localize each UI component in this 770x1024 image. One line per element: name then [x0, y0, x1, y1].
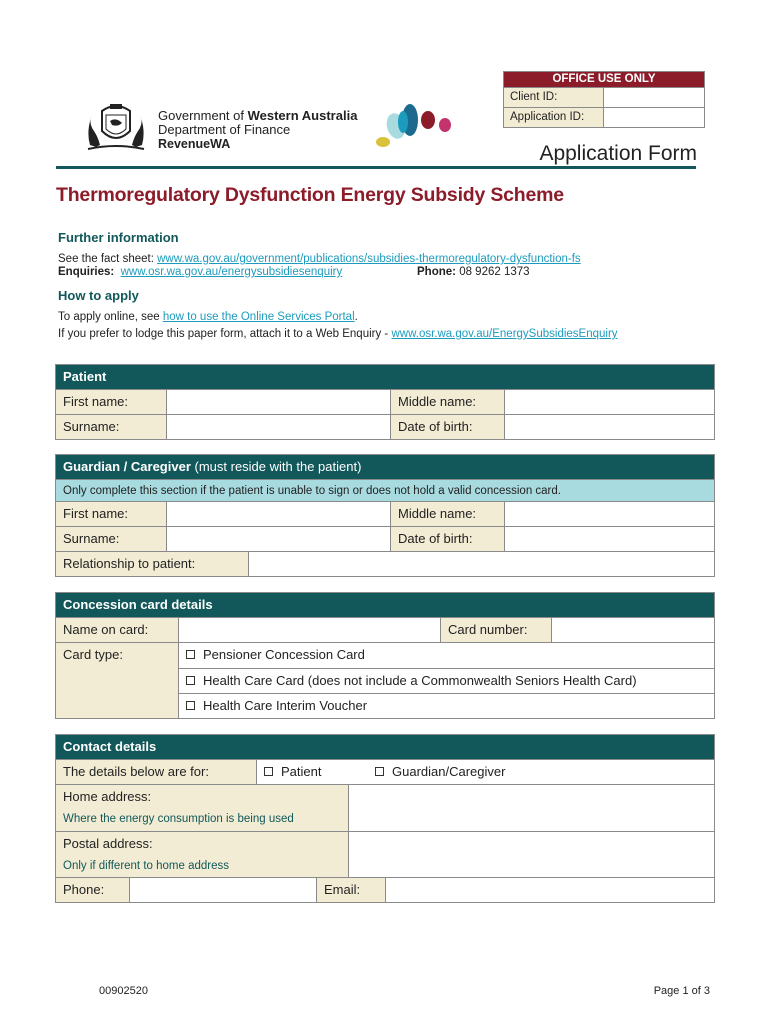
office-use-title: OFFICE USE ONLY — [504, 72, 704, 87]
enquiries-line — [58, 266, 342, 278]
paper-form-line — [58, 328, 618, 340]
further-info-heading: Further information — [58, 230, 179, 245]
apply-online-line — [58, 311, 358, 323]
office-use-box — [503, 71, 705, 128]
header-divider — [56, 166, 696, 169]
guardian-surname-label: Surname: — [56, 527, 166, 551]
client-id-field — [604, 88, 704, 107]
enquiries-link[interactable]: www.osr.wa.gov.au/energysubsidiesenquiry — [120, 266, 343, 278]
application-id-field — [604, 108, 704, 127]
card-option-health-care-label: Health Care Card (does not include a Commonwealth Seniors Health Card) — [203, 673, 637, 688]
paper-form-prefix: If you prefer to lodge this paper form, attach it to a Web Enquiry - — [58, 328, 392, 340]
email-field[interactable] — [385, 878, 714, 902]
page-title: Thermoregulatory Dysfunction Energy Subsidy Scheme — [56, 184, 564, 206]
patient-middle-name-label: Middle name: — [390, 390, 504, 414]
web-enquiry-link[interactable]: www.osr.wa.gov.au/EnergySubsidiesEnquiry — [391, 328, 618, 340]
name-on-card-label: Name on card: — [56, 618, 178, 642]
wa-crest-icon — [84, 101, 148, 153]
patient-header: Patient — [56, 365, 714, 389]
checkbox-icon[interactable] — [186, 650, 195, 659]
guardian-header — [56, 455, 714, 479]
details-for-label: The details below are for: — [56, 760, 256, 784]
government-logo-text — [158, 109, 357, 151]
application-id-label: Application ID: — [504, 108, 604, 127]
online-portal-link[interactable]: how to use the Online Services Portal — [162, 311, 355, 323]
email-label: Email: — [316, 878, 385, 902]
page-number: Page 1 of 3 — [653, 985, 710, 997]
guardian-first-name-field[interactable] — [166, 502, 390, 526]
apply-online-suffix: . — [354, 311, 358, 323]
home-address-label-cell — [56, 785, 348, 831]
card-number-field[interactable] — [551, 618, 714, 642]
guardian-dob-field[interactable] — [504, 527, 714, 551]
guardian-middle-name-label: Middle name: — [390, 502, 504, 526]
guardian-instruction: Only complete this section if the patient is unable to sign or does not hold a valid concession card. — [56, 479, 714, 501]
enquiries-phone-label: Phone: — [417, 266, 456, 278]
contact-header: Contact details — [56, 735, 714, 759]
card-type-label: Card type: — [56, 643, 178, 718]
checkbox-icon[interactable] — [375, 767, 384, 776]
postal-address-hint: Only if different to home address — [63, 860, 229, 872]
enquiries-phone-value: 08 9262 1373 — [459, 266, 530, 278]
logo-line1-bold: Western Australia — [247, 108, 358, 123]
patient-section — [55, 364, 715, 440]
guardian-section — [55, 454, 715, 577]
relationship-label: Relationship to patient: — [56, 552, 248, 576]
checkbox-icon[interactable] — [264, 767, 273, 776]
card-number-label: Card number: — [440, 618, 551, 642]
concession-section — [55, 592, 715, 719]
postal-address-label-cell — [56, 832, 348, 877]
fact-sheet-link[interactable]: www.wa.gov.au/government/publications/subsidies-thermoregulatory-dysfunction-fs — [157, 253, 581, 265]
relationship-field[interactable] — [248, 552, 714, 576]
card-option-health-care[interactable] — [179, 668, 714, 693]
guardian-header-bold: Guardian / Caregiver — [63, 459, 191, 474]
guardian-middle-name-field[interactable] — [504, 502, 714, 526]
phone-label: Phone: — [56, 878, 129, 902]
postal-address-field[interactable] — [348, 832, 714, 877]
patient-first-name-label: First name: — [56, 390, 166, 414]
patient-surname-label: Surname: — [56, 415, 166, 439]
details-for-patient-option[interactable] — [256, 760, 368, 784]
details-for-guardian-option[interactable] — [368, 760, 714, 784]
patient-dob-field[interactable] — [504, 415, 714, 439]
card-option-pensioner[interactable] — [179, 643, 714, 668]
how-to-apply-heading: How to apply — [58, 288, 139, 303]
guardian-dob-label: Date of birth: — [390, 527, 504, 551]
form-code: 00902520 — [99, 985, 148, 997]
guardian-header-note: (must reside with the patient) — [190, 459, 362, 474]
home-address-label: Home address: — [63, 789, 152, 804]
home-address-field[interactable] — [348, 785, 714, 831]
patient-surname-field[interactable] — [166, 415, 390, 439]
card-option-interim-voucher[interactable] — [179, 693, 714, 718]
logo-department: Department of Finance — [158, 122, 291, 137]
guardian-surname-field[interactable] — [166, 527, 390, 551]
fact-sheet-prefix: See the fact sheet: — [58, 253, 158, 265]
patient-first-name-field[interactable] — [166, 390, 390, 414]
fact-sheet-line — [58, 253, 581, 265]
client-id-label: Client ID: — [504, 88, 604, 107]
logo-line1-prefix: Government of — [158, 108, 248, 123]
patient-dob-label: Date of birth: — [390, 415, 504, 439]
name-on-card-field[interactable] — [178, 618, 440, 642]
decorative-blobs-icon — [372, 100, 456, 152]
card-option-pensioner-label: Pensioner Concession Card — [203, 647, 365, 662]
concession-header: Concession card details — [56, 593, 714, 617]
checkbox-icon[interactable] — [186, 676, 195, 685]
details-for-guardian-label: Guardian/Caregiver — [392, 764, 506, 779]
apply-online-prefix: To apply online, see — [58, 311, 163, 323]
contact-section — [55, 734, 715, 903]
home-address-hint: Where the energy consumption is being used — [63, 813, 294, 825]
details-for-patient-label: Patient — [281, 764, 322, 779]
postal-address-label: Postal address: — [63, 836, 153, 851]
guardian-first-name-label: First name: — [56, 502, 166, 526]
logo-revenuewa: RevenueWA — [158, 137, 231, 151]
form-type-label: Application Form — [539, 142, 697, 165]
phone-field[interactable] — [129, 878, 316, 902]
card-option-interim-voucher-label: Health Care Interim Voucher — [203, 698, 368, 713]
phone-line — [417, 266, 530, 278]
enquiries-label: Enquiries: — [58, 266, 115, 278]
checkbox-icon[interactable] — [186, 701, 195, 710]
patient-middle-name-field[interactable] — [504, 390, 714, 414]
